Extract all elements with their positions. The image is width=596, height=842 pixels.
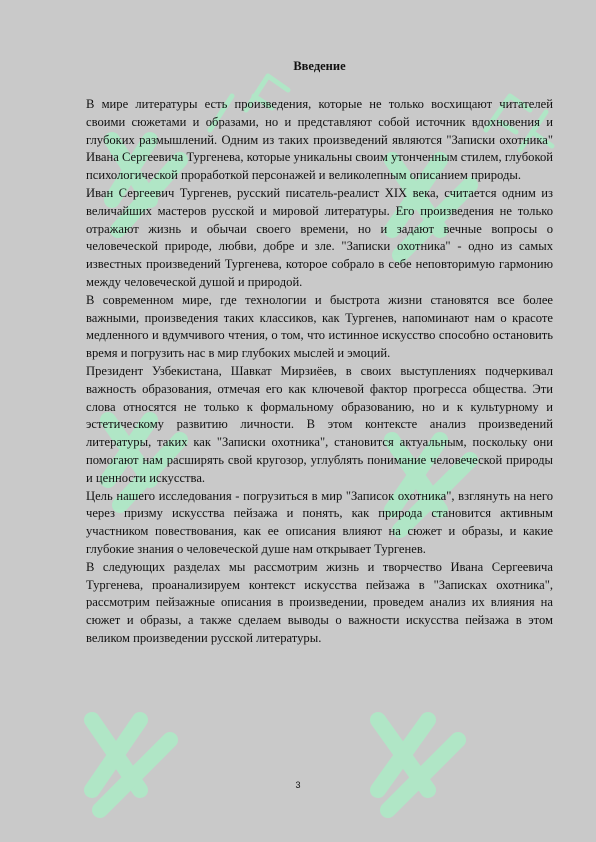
paragraph: В следующих разделах мы рассмотрим жизнь и творчество Ивана Сергеевича Тургенева, проанализируем контекст искусства пейзажа в "Записках охотника", рассмотрим пейзажные описания в произведении, проведем анализ их влияния на сюжет и образы, а также сделаем выводы о важности искусства пейзажа в этом великом произведении русской литературы. xyxy=(86,559,553,645)
document-title: Введение xyxy=(293,59,346,73)
watermark-mark xyxy=(378,720,458,810)
paragraph: Иван Сергеевич Тургенев, русский писатель-реалист XIX века, считается одним из величайших мастеров русской и мировой литературы. Его произведения не только отражают жизнь и обычаи своего времени, но и задают вечные вопросы о человеческой природе, любви, добре и зле. "Записки охотника" - одно из самых известных произведений Тургенева, которое собрало в себе неповторимую гармонию между человеческой душой и природой. xyxy=(86,185,553,289)
page-number: 3 xyxy=(295,780,301,790)
paragraph: Президент Узбекистана, Шавкат Мирзиёев, в своих выступлениях подчеркивал важность образования, отмечая его как ключевой фактор прогресса общества. Эти слова относятся не только к формальному образованию, но и к культурному и эстетическому развитию личности. В этом контексте анализ произведений литературы, таких как "Записки охотника", становится актуальным, поскольку они помогают нам расширять свой кругозор, углублять понимание человеческой природы и ценности искусства. xyxy=(86,363,553,485)
paragraph: В современном мире, где технологии и быстрота жизни становятся все более важными, произведения таких классиков, как Тургенев, напоминают нам о красоте медленного и вдумчивого чтения, о том, что истинное искусство способно остановить время и погрузить нас в мир глубоких мыслей и эмоций. xyxy=(86,292,553,361)
document-body xyxy=(86,58,553,648)
watermark-mark xyxy=(92,720,170,810)
paragraph: В мире литературы есть произведения, которые не только восхищают читателей своими сюжетами и образами, но и представляют собой источник вдохновения и глубоких размышлений. Одним из таких произведений являются "Записки охотника" Ивана Сергеевича Тургенева, которые уникальны своим утонченным стилем, глубокой психологической проработкой персонажей и великолепным описанием природы. xyxy=(86,97,553,183)
paragraph: Цель нашего исследования - погрузиться в мир "Записок охотника", взглянуть на него через призму искусства пейзажа и понять, как природа становится активным участником повествования, как ее описания влияют на сюжет и образы, и какие глубокие знания о человеческой душе нам открывает Тургенев. xyxy=(86,488,553,556)
